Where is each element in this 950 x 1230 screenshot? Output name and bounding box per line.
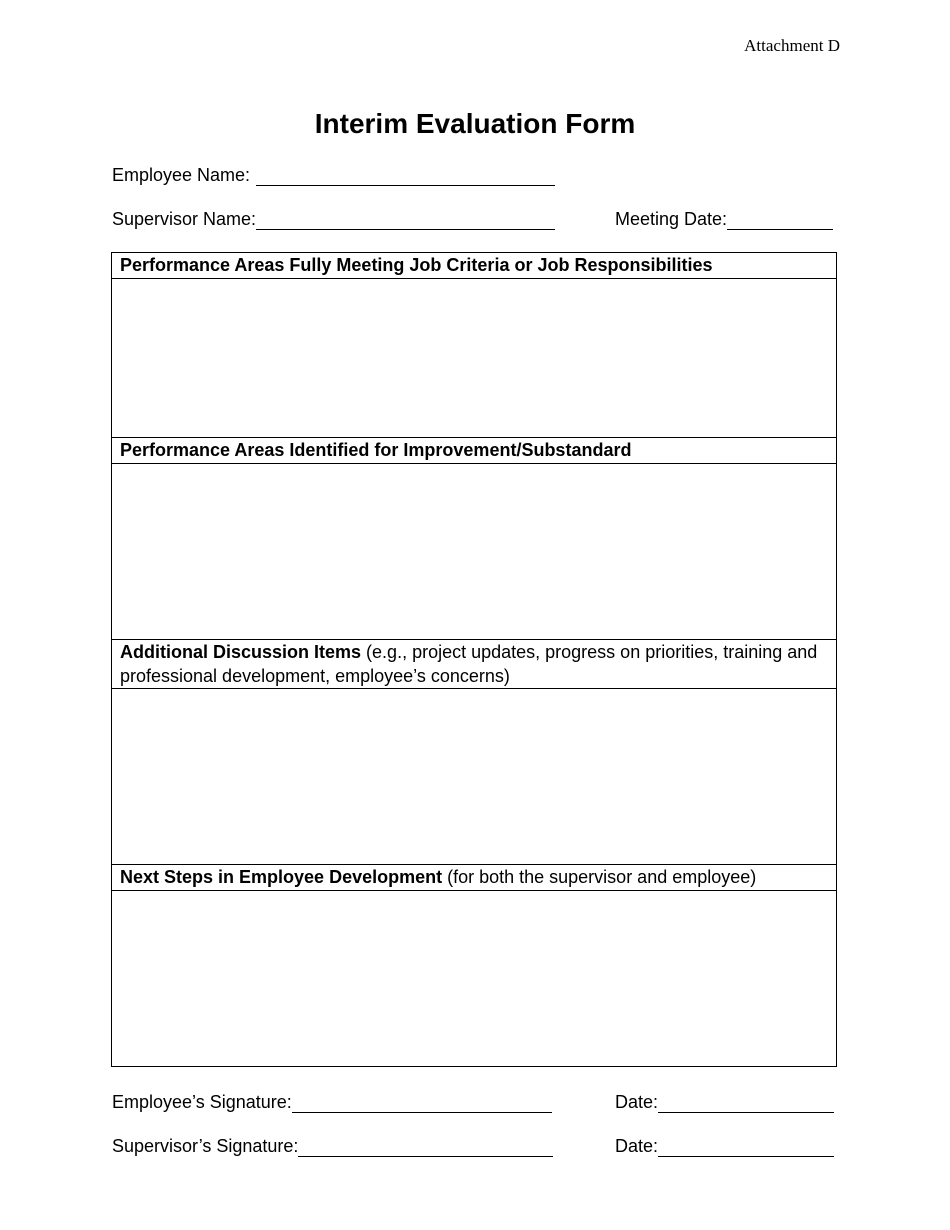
meeting-date-field: [615, 208, 833, 230]
employee-date-input[interactable]: [658, 1094, 834, 1113]
supervisor-name-label: Supervisor Name:: [112, 209, 257, 229]
section-body-meeting-criteria[interactable]: [112, 279, 836, 438]
section-body-additional-discussion[interactable]: [112, 689, 836, 865]
employee-date-label: Date:: [615, 1092, 659, 1112]
employee-signature-label: Employee’s Signature:: [112, 1092, 292, 1112]
supervisor-signature-label: Supervisor’s Signature:: [112, 1136, 299, 1156]
evaluation-table: [111, 252, 837, 1067]
section-title: Performance Areas Identified for Improvement/Substandard: [120, 440, 632, 460]
employee-date-field: [615, 1091, 834, 1113]
section-heading-improvement: [112, 438, 836, 464]
supervisor-date-label: Date:: [615, 1136, 659, 1156]
section-heading-additional-discussion: [112, 640, 836, 689]
section-note: (for both the supervisor and employee): [442, 867, 757, 887]
supervisor-name-input[interactable]: [256, 211, 555, 230]
page-title: Interim Evaluation Form: [314, 108, 636, 139]
employee-name-field: [112, 164, 555, 186]
supervisor-date-field: [615, 1135, 834, 1157]
supervisor-name-field: [112, 208, 555, 230]
supervisor-date-input[interactable]: [658, 1138, 834, 1157]
section-body-improvement[interactable]: [112, 464, 836, 640]
employee-signature-field: [112, 1091, 552, 1113]
section-title: Performance Areas Fully Meeting Job Criteria or Job Responsibilities: [120, 255, 713, 275]
section-title: Additional Discussion Items: [120, 642, 362, 662]
employee-name-label: Employee Name:: [112, 165, 251, 185]
employee-signature-input[interactable]: [292, 1094, 552, 1113]
meeting-date-input[interactable]: [727, 211, 833, 230]
section-note: (e.g., project updates, progress on priorities, training and professional development, employee’s concerns): [120, 642, 818, 686]
employee-name-input[interactable]: [256, 167, 555, 186]
attachment-label: Attachment D: [744, 36, 840, 55]
supervisor-signature-field: [112, 1135, 553, 1157]
section-title: Next Steps in Employee Development: [120, 867, 443, 887]
meeting-date-label: Meeting Date:: [615, 209, 728, 229]
section-body-next-steps[interactable]: [112, 891, 836, 1065]
section-heading-meeting-criteria: [112, 253, 836, 279]
section-heading-next-steps: [112, 865, 836, 891]
supervisor-signature-input[interactable]: [298, 1138, 553, 1157]
